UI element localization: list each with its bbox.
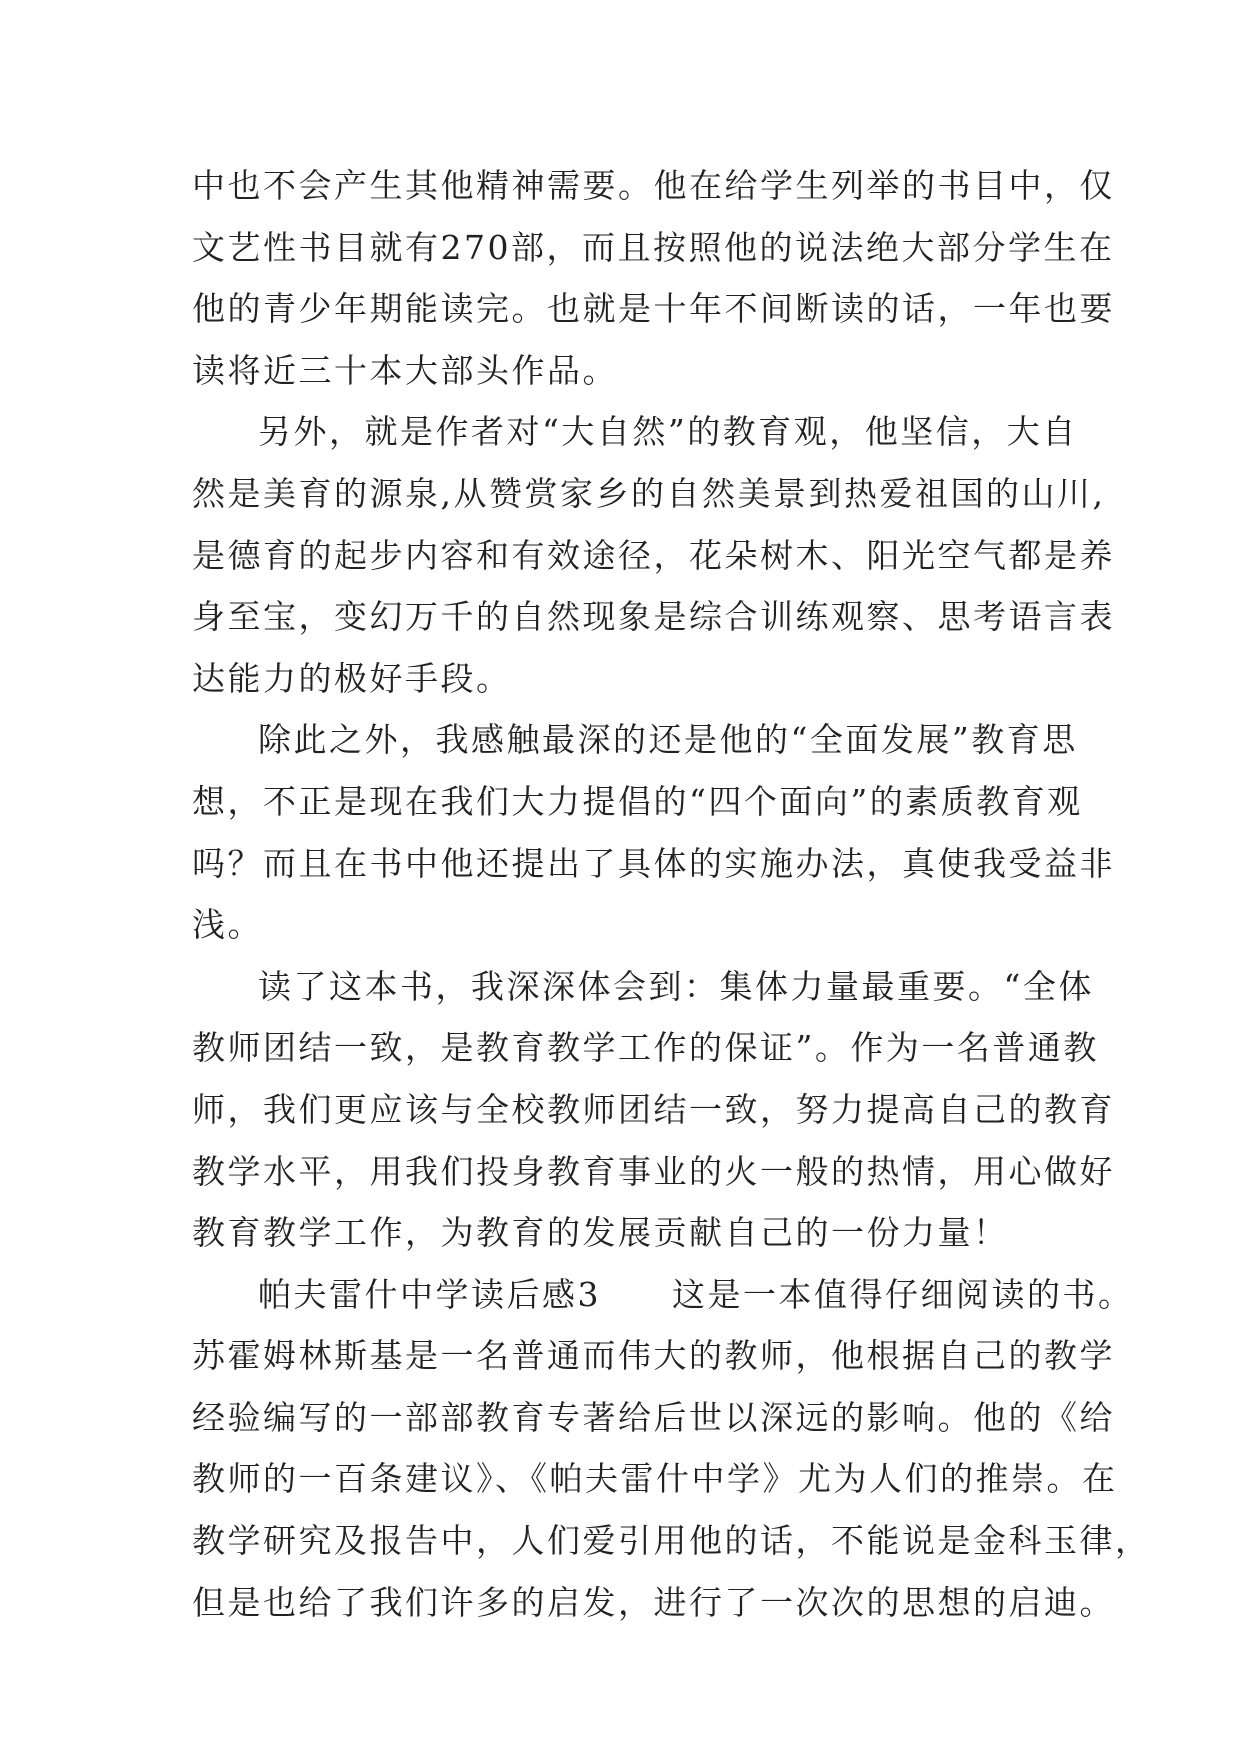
text-line: 读将近三十本大部头作品。 [192, 350, 618, 390]
text-line: 文艺性书目就有270部，而且按照他的说法绝大部分学生在 [192, 227, 1115, 267]
text-line: 苏霍姆林斯基是一名普通而伟大的教师，他根据自己的教学 [192, 1336, 1115, 1376]
text-line: 身至宝，变幻万千的自然现象是综合训练观察、思考语言表 [192, 597, 1115, 637]
text-line: 帕夫雷什中学读后感3 这是一本值得仔细阅读的书。 [258, 1274, 1134, 1314]
text-line: 另外，就是作者对“大自然”的教育观，他坚信，大自 [258, 412, 1078, 452]
text-line: 他的青少年期能读完。也就是十年不间断读的话，一年也要 [192, 289, 1115, 329]
text-line: 除此之外，我感触最深的还是他的“全面发展”教育思 [258, 720, 1078, 760]
text-line: 经验编写的一部部教育专著给后世以深远的影响。他的《给 [192, 1397, 1115, 1437]
text-line: 浅。 [192, 905, 263, 945]
text-line: 中也不会产生其他精神需要。他在给学生列举的书目中，仅 [192, 166, 1115, 205]
text-line: 教师的一百条建议》、《帕夫雷什中学》尤为人们的推崇。在 [192, 1459, 1118, 1499]
text-line: 教师团结一致，是教育教学工作的保证”。作为一名普通教 [192, 1028, 1099, 1068]
text-line: 读了这本书，我深深体会到：集体力量最重要。“全体 [258, 966, 1094, 1006]
text-line: 师，我们更应该与全校教师团结一致，努力提高自己的教育 [192, 1089, 1115, 1129]
text-line: 是德育的起步内容和有效途径，花朵树木、阳光空气都是养 [192, 535, 1115, 575]
text-line: 教育教学工作，为教育的发展贡献自己的一份力量！ [192, 1213, 1009, 1253]
text-line: 教学水平，用我们投身教育事业的火一般的热情，用心做好 [192, 1151, 1115, 1191]
text-line: 但是也给了我们许多的启发，进行了一次次的思想的启迪。 [192, 1582, 1115, 1622]
text-line: 教学研究及报告中，人们爱引用他的话，不能说是金科玉律， [192, 1521, 1151, 1561]
document-body [192, 155, 1151, 1633]
text-line: 然是美育的源泉,从赞赏家乡的自然美景到热爱祖国的山川, [192, 473, 1106, 513]
text-line: 想，不正是现在我们大力提倡的“四个面向”的素质教育观 [192, 781, 1083, 821]
text-line: 达能力的极好手段。 [192, 658, 512, 698]
text-line: 吗？而且在书中他还提出了具体的实施办法，真使我受益非 [192, 843, 1115, 883]
